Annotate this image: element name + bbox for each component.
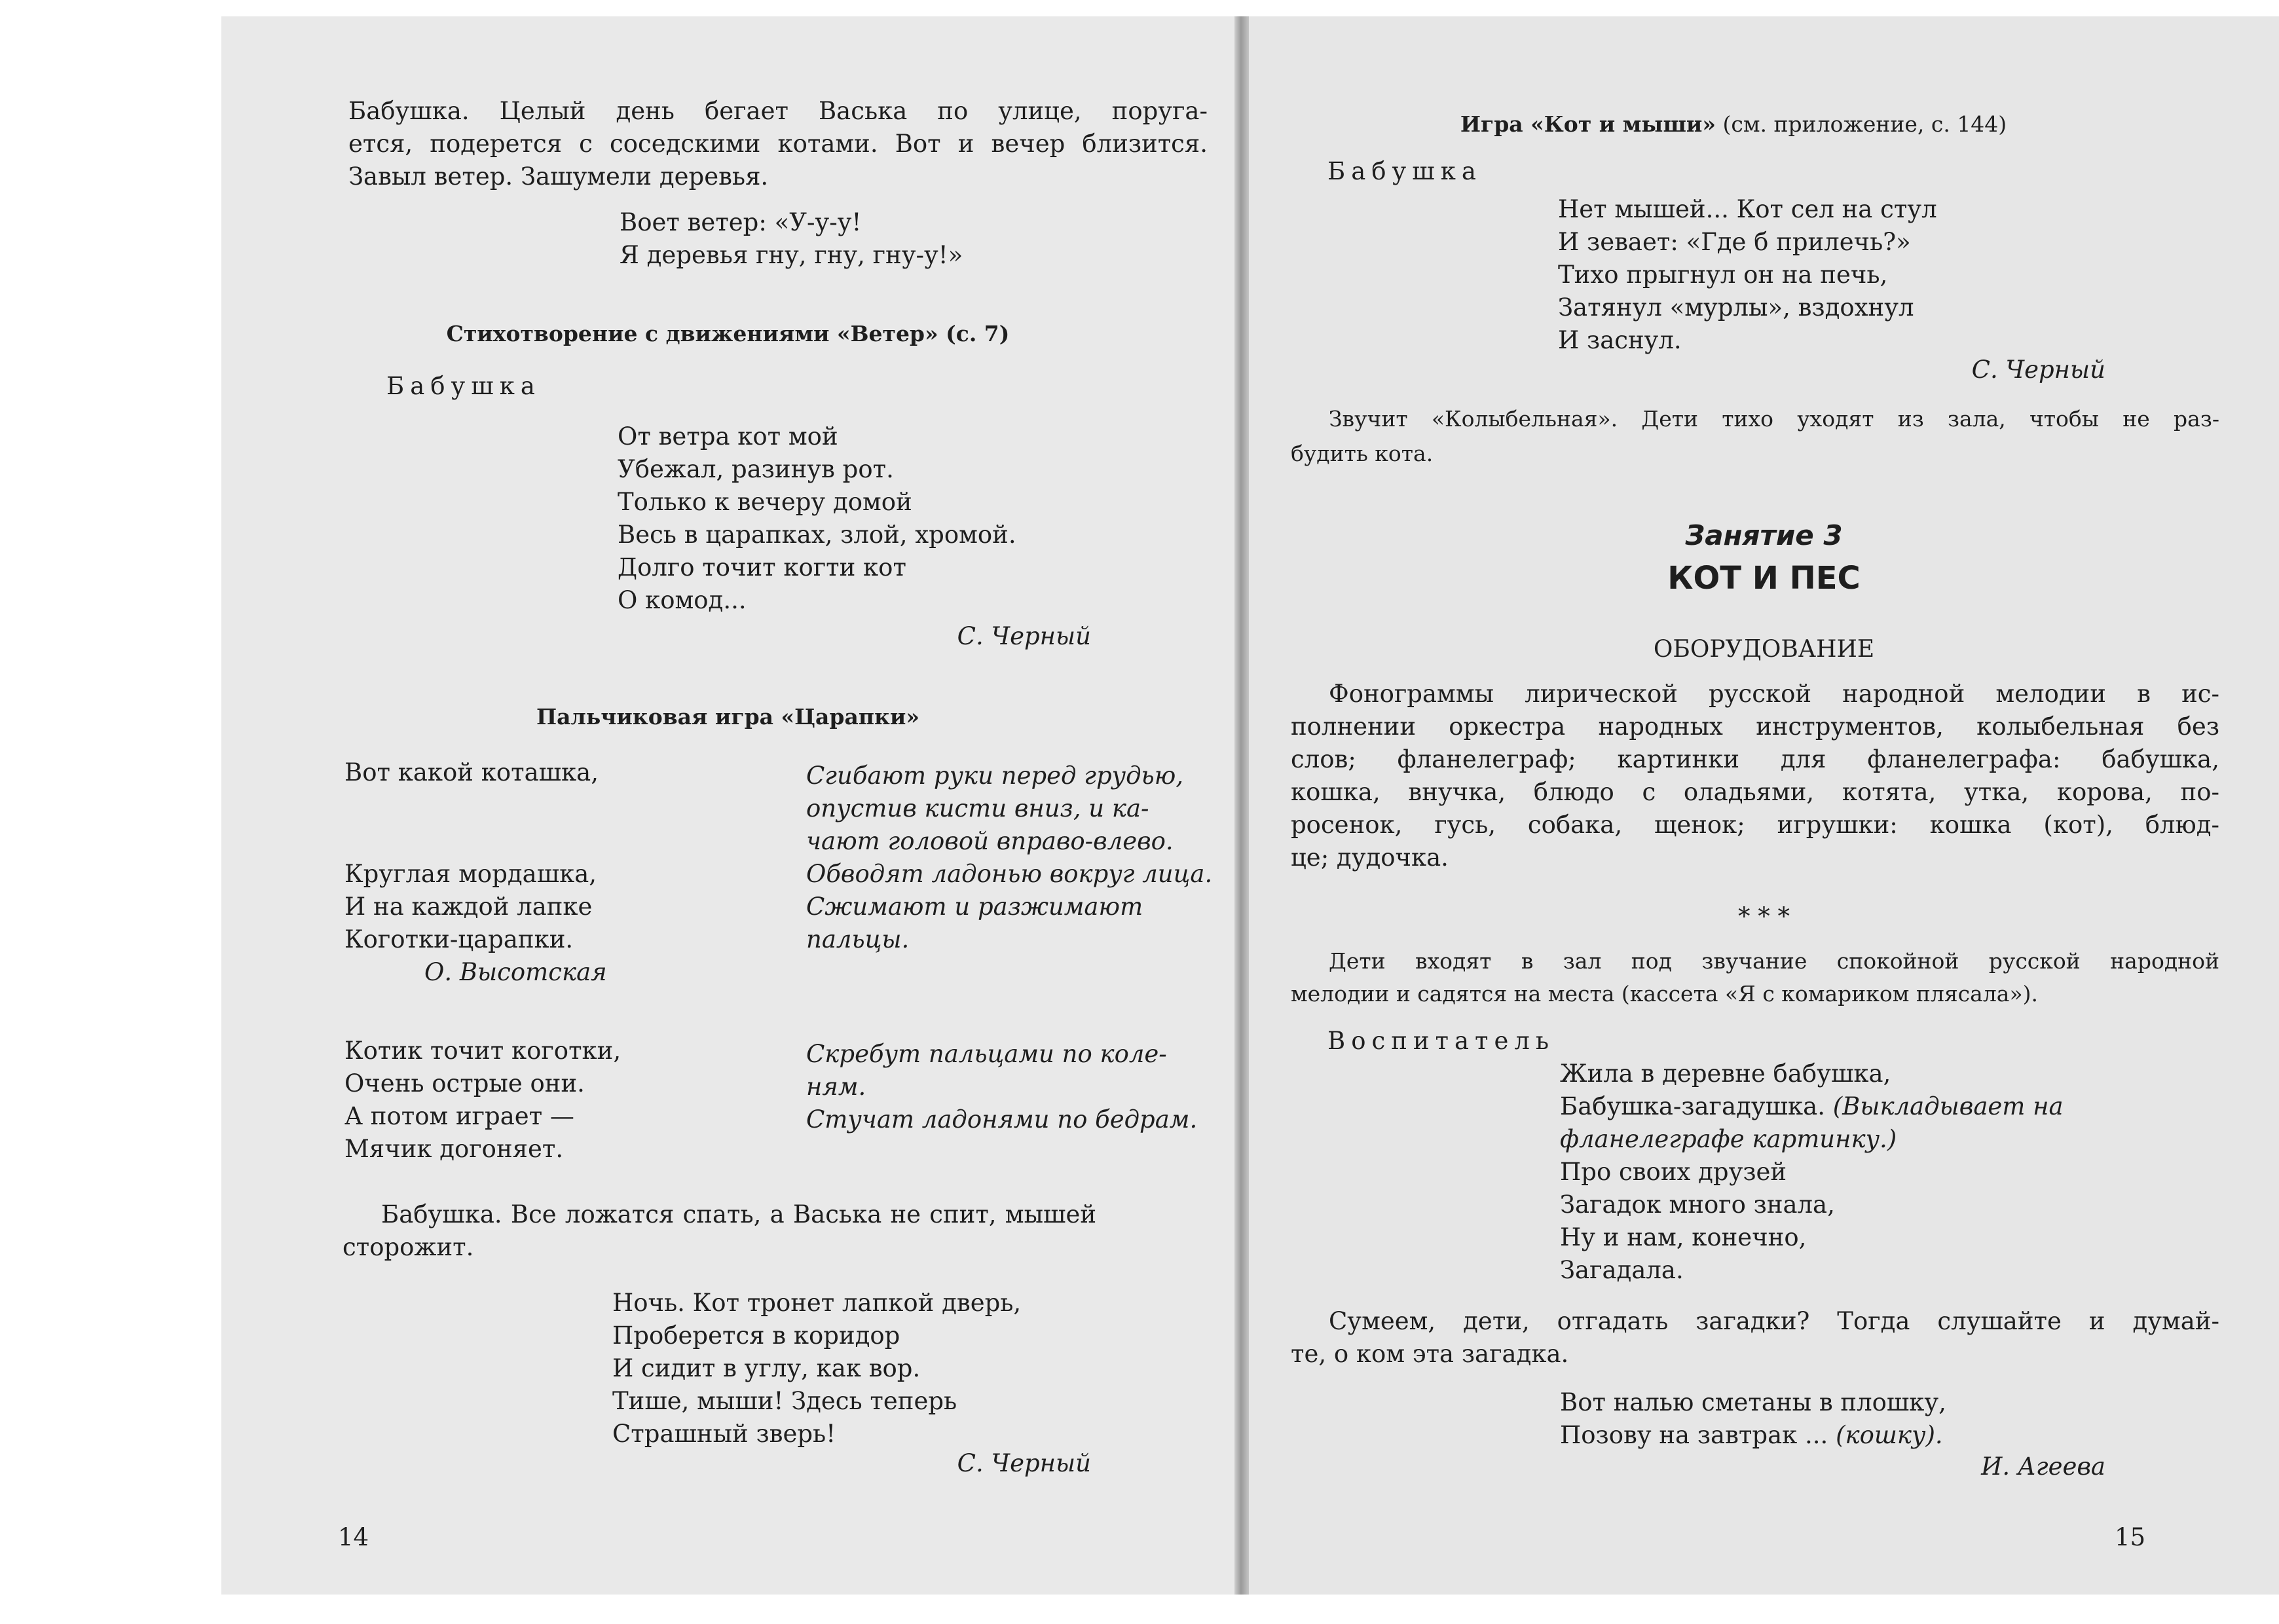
- stage-note-1-line-1: Звучит «Колыбельная». Дети тихо уходят из зала, чтобы не раз-: [1329, 406, 2219, 432]
- stage-note-1-line-2: будить кота.: [1291, 441, 1434, 466]
- riddle-line: Вот налью сметаны в плошку,: [1560, 1388, 1946, 1416]
- right-page: [1249, 16, 2279, 1595]
- page-number: 14: [338, 1523, 369, 1551]
- paragraph-grandma-1-line-3: Завыл ветер. Зашумели деревья.: [348, 162, 769, 191]
- game-line: Круглая мордашка,: [344, 860, 597, 888]
- heading-game-title: Игра «Кот и мыши»: [1460, 111, 1716, 137]
- poem-line: О комод...: [618, 586, 747, 614]
- equipment-line: це; дудочка.: [1291, 843, 1449, 872]
- paragraph-grandma-1-line-2: ется, подерется с соседскими котами. Вот и вечер близится.: [348, 130, 1208, 158]
- verse-action: (Выкладывает на: [1832, 1092, 2064, 1120]
- lesson-label: Занятие 3: [1685, 519, 1843, 551]
- game-action: Сгибают руки перед грудью,: [806, 762, 1184, 790]
- poem-line: Проберется в коридор: [612, 1321, 900, 1350]
- speaker-teacher: Воспитатель: [1327, 1027, 1555, 1055]
- game-line: Вот какой коташка,: [344, 758, 599, 786]
- game-author: О. Высотская: [424, 958, 607, 986]
- riddle-author: И. Агеева: [1981, 1452, 2105, 1481]
- speaker-grandma: Бабушка: [1327, 157, 1482, 185]
- game-action: Стучат ладонями по бедрам.: [806, 1105, 1198, 1134]
- game-action: Скребут пальцами по коле-: [806, 1040, 1167, 1068]
- riddle-line: [1560, 1419, 1943, 1452]
- heading-game-ref: (см. приложение, с. 144): [1716, 111, 2007, 137]
- stage-note-2-line-2: мелодии и садятся на места (кассета «Я с комариком плясала»).: [1291, 981, 2039, 1006]
- poem-line: Тихо прыгнул он на печь,: [1558, 261, 1888, 289]
- poem-line: Весь в царапках, злой, хромой.: [618, 521, 1016, 549]
- paragraph-grandma-1-line-1: Бабушка. Целый день бегает Васька по улице, поруга-: [348, 97, 1208, 125]
- poem-line: Нет мышей... Кот сел на стул: [1558, 195, 1937, 223]
- question-line-2: те, о ком эта загадка.: [1291, 1340, 1569, 1368]
- section-separator: * * *: [1737, 902, 1790, 931]
- lesson-title: КОТ И ПЕС: [1667, 560, 1861, 597]
- game-action: ням.: [806, 1073, 866, 1101]
- verse-line: Воет ветер: «У-у-у!: [620, 208, 862, 236]
- poem-line: Ночь. Кот тронет лапкой дверь,: [612, 1289, 1022, 1317]
- equipment-line: слов; фланелеграф; картинки для фланелеграфа: бабушка,: [1291, 745, 2219, 773]
- poem-line: Тише, мыши! Здесь теперь: [612, 1387, 957, 1415]
- game-action: Обводят ладонью вокруг лица.: [806, 860, 1213, 888]
- verse-line: Загадала.: [1560, 1256, 1684, 1284]
- verse-action: фланелеграфе картинку.): [1560, 1125, 1897, 1153]
- paragraph-grandma-2-line-2: сторожит.: [343, 1233, 474, 1261]
- riddle-text: Позову на завтрак ...: [1560, 1421, 1828, 1449]
- equipment-line: кошка, внучка, блюдо с оладьями, котята, утка, корова, по-: [1291, 778, 2219, 806]
- left-page: [221, 16, 1234, 1595]
- poem-author: С. Черный: [957, 622, 1091, 650]
- game-line: Очень острые они.: [344, 1069, 585, 1098]
- equipment-heading: ОБОРУДОВАНИЕ: [1653, 636, 1875, 663]
- game-line: Мячик догоняет.: [344, 1135, 564, 1163]
- verse-line: Загадок много знала,: [1560, 1190, 1835, 1219]
- verse-text: Бабушка-загадушка.: [1560, 1092, 1825, 1120]
- stage-note-2-line-1: Дети входят в зал под звучание спокойной русской народной: [1329, 948, 2219, 974]
- question-line-1: Сумеем, дети, отгадать загадки? Тогда слушайте и думай-: [1329, 1307, 2219, 1335]
- verse-line: [1560, 1090, 2064, 1123]
- poem-author: С. Черный: [1971, 356, 2105, 384]
- game-line: А потом играет —: [344, 1102, 574, 1130]
- book-gutter: [1234, 16, 1249, 1595]
- poem-line: И заснул.: [1558, 326, 1682, 354]
- game-line: Котик точит коготки,: [344, 1037, 621, 1065]
- equipment-line: полнении оркестра народных инструментов, колыбельная без: [1291, 712, 2219, 741]
- game-line: И на каждой лапке: [344, 893, 593, 921]
- game-action: чают головой вправо-влево.: [806, 827, 1174, 855]
- poem-line: Затянул «мурлы», вздохнул: [1558, 293, 1914, 322]
- poem-line: Только к вечеру домой: [618, 488, 912, 516]
- verse-line: Про своих друзей: [1560, 1158, 1787, 1186]
- poem-line: От ветра кот мой: [618, 422, 838, 451]
- verse-line: Ну и нам, конечно,: [1560, 1223, 1807, 1251]
- heading-cat-mice-game: [1301, 108, 2166, 141]
- riddle-answer: (кошку).: [1836, 1421, 1943, 1449]
- page-number: 15: [2115, 1523, 2146, 1551]
- game-action: опустив кисти вниз, и ка-: [806, 794, 1149, 822]
- equipment-line: Фонограммы лирической русской народной мелодии в ис-: [1329, 680, 2219, 708]
- poem-line: Долго точит когти кот: [618, 553, 906, 581]
- verse-line: Жила в деревне бабушка,: [1560, 1060, 1891, 1088]
- poem-line: И зевает: «Где б прилечь?»: [1558, 228, 1911, 256]
- poem-author: С. Черный: [957, 1449, 1091, 1477]
- heading-finger-game: Пальчиковая игра «Царапки»: [536, 704, 919, 729]
- speaker-grandma: Бабушка: [386, 372, 541, 400]
- paragraph-grandma-2-line-1: Бабушка. Все ложатся спать, а Васька не спит, мышей: [381, 1200, 1096, 1228]
- equipment-line: росенок, гусь, собака, щенок; игрушки: кошка (кот), блюд-: [1291, 811, 2219, 839]
- heading-wind-poem: Стихотворение с движениями «Ветер» (с. 7): [446, 321, 1010, 346]
- poem-line: И сидит в углу, как вор.: [612, 1354, 921, 1382]
- poem-line: Убежал, разинув рот.: [618, 455, 894, 483]
- poem-line: Страшный зверь!: [612, 1420, 836, 1448]
- verse-line: Я деревья гну, гну, гну-у!»: [620, 241, 963, 269]
- game-action: Сжимают и разжимают: [806, 893, 1143, 921]
- game-action: пальцы.: [806, 925, 910, 953]
- game-line: Коготки-царапки.: [344, 925, 574, 953]
